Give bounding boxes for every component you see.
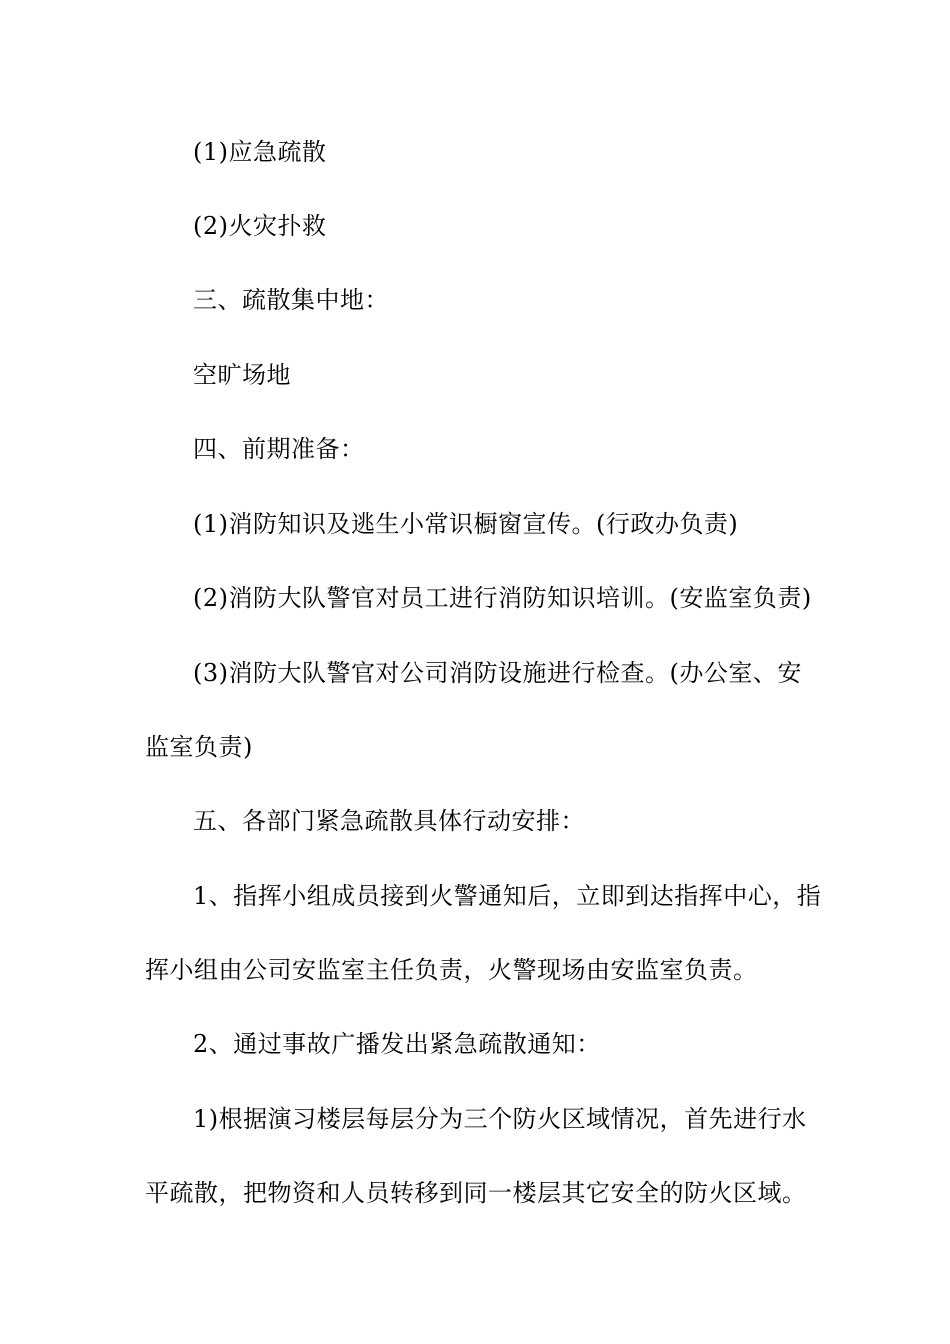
action-subitem-1: 1)根据演习楼层每层分为三个防火区域情况，首先进行水 [193, 1105, 807, 1133]
section-heading-department-actions: 五、各部门紧急疏散具体行动安排： [193, 807, 585, 835]
action-item-1-continued: 挥小组由公司安监室主任负责，火警现场由安监室负责。 [145, 956, 758, 984]
assembly-point-text: 空旷场地 [193, 361, 291, 389]
action-item-1: 1、指挥小组成员接到火警通知后，立即到达指挥中心，指 [193, 882, 822, 910]
item-fire-fighting: (2)火灾扑救 [193, 212, 327, 240]
action-subitem-1-continued: 平疏散，把物资和人员转移到同一楼层其它安全的防火区域。 [145, 1179, 807, 1207]
prep-item-2: (2)消防大队警官对员工进行消防知识培训。(安监室负责) [193, 584, 812, 612]
prep-item-3: (3)消防大队警官对公司消防设施进行检查。(办公室、安 [193, 659, 802, 687]
item-emergency-evacuation: (1)应急疏散 [193, 138, 327, 166]
prep-item-1: (1)消防知识及逃生小常识橱窗宣传。(行政办负责) [193, 510, 739, 538]
action-item-2: 2、通过事故广播发出紧急疏散通知： [193, 1030, 601, 1058]
section-heading-assembly-point: 三、疏散集中地： [193, 286, 389, 314]
section-heading-preparation: 四、前期准备： [193, 435, 365, 463]
prep-item-3-continued: 监室负责) [145, 733, 253, 761]
